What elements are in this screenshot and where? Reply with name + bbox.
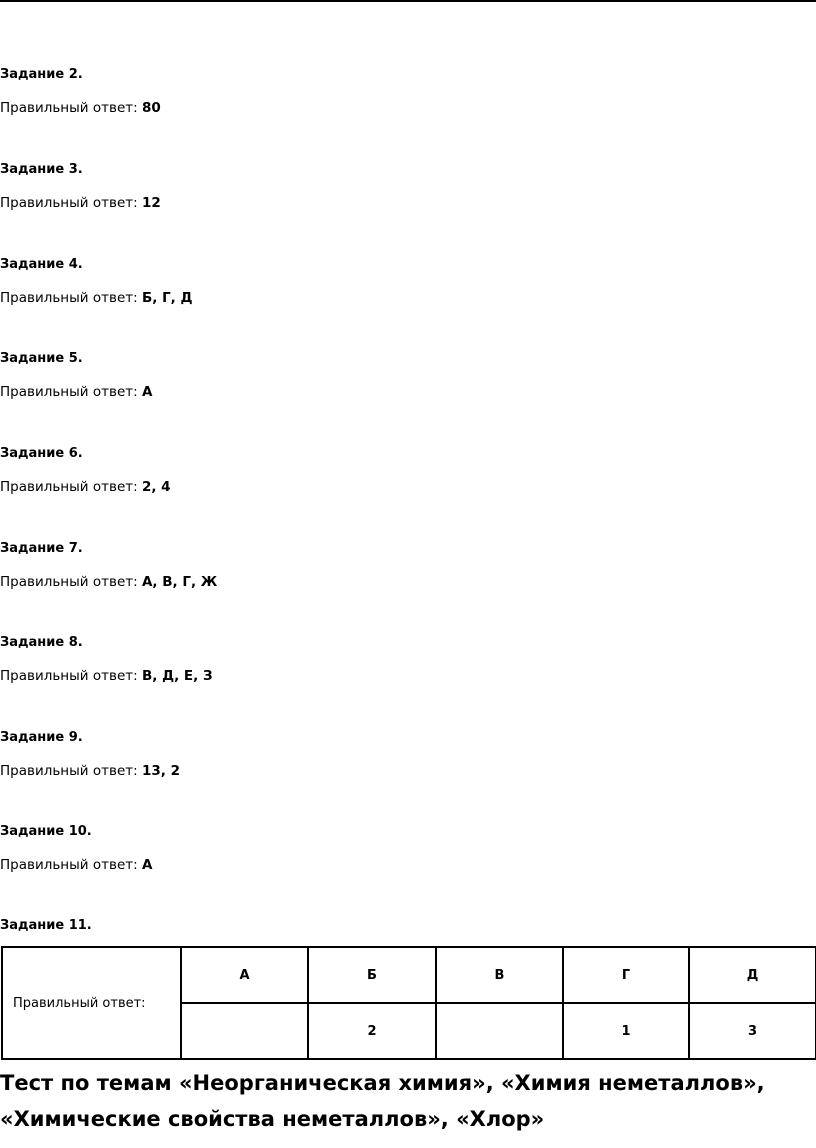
task-title: Задание 7. xyxy=(0,541,83,556)
answer-label: Правильный ответ: xyxy=(0,668,142,684)
table-value-cell: 1 xyxy=(563,1003,689,1059)
task-title: Задание 4. xyxy=(0,257,83,272)
top-rule xyxy=(0,0,816,2)
answer-line xyxy=(0,479,171,495)
answer-label: Правильный ответ: xyxy=(0,857,142,873)
answer-label: Правильный ответ: xyxy=(0,763,142,779)
answer-line xyxy=(0,857,152,873)
answer-label: Правильный ответ: xyxy=(0,574,142,590)
table-value-cell: 3 xyxy=(689,1003,816,1059)
task-title: Задание 2. xyxy=(0,67,83,82)
task-11-title: Задание 11. xyxy=(0,918,92,933)
answer-line xyxy=(0,668,213,684)
task-title: Задание 5. xyxy=(0,351,83,366)
answer-line xyxy=(0,290,193,306)
table-header-cell: Г xyxy=(563,947,689,1003)
table-value-cell xyxy=(436,1003,563,1059)
answer-label: Правильный ответ: xyxy=(0,100,142,116)
answer-label: Правильный ответ: xyxy=(0,479,142,495)
answer-line xyxy=(0,195,161,211)
task-title: Задание 6. xyxy=(0,446,83,461)
answer-label: Правильный ответ: xyxy=(0,195,142,211)
table-header-cell: В xyxy=(436,947,563,1003)
test-heading: Тест по темам «Неорганическая химия», «Химия неметаллов», «Химические свойства неметаллов», «Хлор» xyxy=(0,1071,765,1131)
table-header-cell: Д xyxy=(689,947,816,1003)
answer-value: Б, Г, Д xyxy=(141,290,193,306)
task-title: Задание 10. xyxy=(0,824,92,839)
answer-value: 13, 2 xyxy=(141,763,180,779)
answer-label: Правильный ответ: xyxy=(0,290,142,306)
answer-value: А xyxy=(141,384,153,400)
answer-row-label: Правильный ответ: xyxy=(2,947,181,1059)
task-11-answer-table xyxy=(1,946,816,1060)
table-header-cell: Б xyxy=(308,947,436,1003)
answer-value: 80 xyxy=(141,100,161,116)
task-title: Задание 8. xyxy=(0,635,83,650)
task-title: Задание 9. xyxy=(0,730,83,745)
answer-value: В, Д, Е, З xyxy=(141,668,213,684)
answer-line xyxy=(0,384,152,400)
answer-line xyxy=(0,574,217,590)
answer-line xyxy=(0,100,161,116)
answer-line xyxy=(0,763,180,779)
table-header-row xyxy=(2,947,816,1003)
answer-value: А, В, Г, Ж xyxy=(141,574,218,590)
answer-value: 12 xyxy=(141,195,161,211)
table-value-cell: 2 xyxy=(308,1003,436,1059)
answer-value: 2, 4 xyxy=(141,479,171,495)
table-value-cell xyxy=(181,1003,308,1059)
task-title: Задание 3. xyxy=(0,162,83,177)
table-header-cell: А xyxy=(181,947,308,1003)
answer-label: Правильный ответ: xyxy=(0,384,142,400)
answer-value: А xyxy=(141,857,153,873)
